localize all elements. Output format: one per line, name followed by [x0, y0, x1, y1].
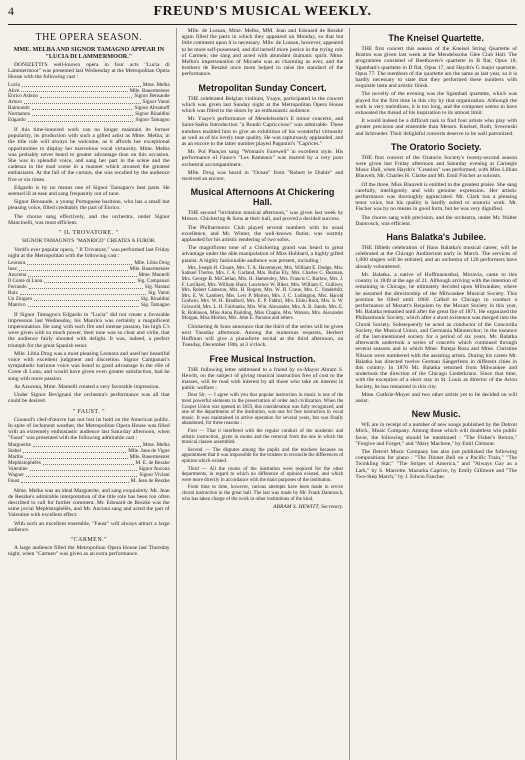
dot-leader [30, 467, 137, 471]
dot-leader [19, 267, 128, 271]
cast-performer: Signor Rinaldini [135, 111, 170, 118]
dot-leader [21, 479, 129, 483]
paragraph: THE fiftieth celebration of Hans Balatka's musical career, will be celebrated at the Chicago Auditorium early in March. The services of 1,000 singers will be enlisted, and an orchestra of 120 performers have already volunteered. [355, 245, 518, 270]
cast-role: Valentine [8, 465, 28, 472]
dot-leader [20, 291, 146, 295]
cast-role: Manrico [8, 301, 26, 308]
cast-performer: Mme. Melba [142, 81, 170, 88]
column-3 [349, 28, 517, 760]
column-1 [8, 28, 170, 760]
cast-role: Marguerite [8, 442, 31, 449]
paragraph: The magnificent tone of a Chickering grand was heard to great advantage under the able manipulation of Miss Hubbard, a highly gifted pianist. A highly fashionable audience was present, including : [181, 245, 344, 264]
paragraph: THE first concert of the Oratorio Society's twenty-second season were given last Friday afternoon and Saturday evening at Carnegie Music Hall, when Haydn's "Creation" was performed, with Miss Lillian Blauvelt, Mr. Charles H. Clarke and Mr. Emil Fischer as soloists. [355, 154, 518, 180]
paragraph: Mr. Pol Plançon sang "Woman's Farewell" in excellent style. His performance of Faure's "Les Rameaux" was marred by a very poor orchestral accompaniment. [181, 149, 344, 168]
letter-paragraph: Second — The disputes among the pupils and the teachers because no appointment that it was impossible for the trustees to reconcile the differences of opinion which existed. [181, 447, 344, 464]
cast-role: Ferrando [8, 284, 27, 291]
paragraph: As Azucena, Mme. Mantelli created a very favorable impression. [14, 383, 160, 390]
cast-row [8, 479, 170, 485]
cast-role: Raimondo [8, 105, 30, 112]
dot-leader [24, 100, 141, 104]
paragraph: If Signor Tamagno's Edgardo in "Lucia" did not create a favorable impression last Wednesday, his Manrico was certainly a magnificent impersonation. He sang with such fire and intense passion, his high C's were given with so much power, their tone was so clear and virile, that the audience fairly shouted with delight. It was, indeed, a perfect triumph for the great Spanish tenor. [8, 311, 170, 349]
dot-leader [28, 303, 139, 307]
trovatore-heading: " IL TROVATORE. " [59, 230, 119, 236]
letter-paragraph: From time to time, however, various attempts have been made to revive choral instruction in the great hall. The last was made by Mr. Frank Damrosch, who has taken charge of the work in other institutions of the kind. [181, 485, 344, 502]
paragraph: Signor Bensaude, a young Portuguese baritone, who has a small but pleasing voice, filled creditably the part of Enrico. [8, 199, 170, 212]
cast-role: Lucia [8, 81, 20, 88]
paragraph: The chorus sang effectively, and the orchestra, under Signor Mancinelli, was most efficient. [8, 213, 170, 226]
letter-paragraph: Third — All the rooms of the institution were required for the other departments, in regard to which no difference of opinion existed, and which were more directly in accordance with the main purposes of the institution. [181, 466, 344, 483]
carmen-heading: "CARMEN." [70, 537, 108, 544]
cast-performer: M. E. de Reszke [135, 460, 170, 467]
dot-leader [33, 443, 141, 447]
new-music-heading: New Music. [411, 409, 461, 420]
paragraph: Mme. Guthrie-Moyer and two other artists yet to be decided on will assist. [355, 391, 518, 404]
cast-role: Mephistophélès [8, 460, 41, 467]
cast-performer: Signor Tamagno [135, 117, 170, 124]
cast-performer: Mlle. Jane de Vigne [128, 448, 170, 455]
cast-role: Martha [8, 454, 23, 461]
letter-signature: ABRAM S. HEWITT, Secretary. [273, 504, 344, 511]
paragraph: With such an excellent ensemble, "Faust" will always attract a large audience. [8, 520, 170, 533]
cast-role: Leonora [8, 260, 26, 267]
paragraph: The Philharmonic Club played several numbers with its usual excellence, and Mr. Winter, the well-known flutist, was warmly applauded for his artistic rendering of two solos. [181, 224, 344, 244]
cast-role: Enrico Ashton [8, 93, 38, 100]
letter-paragraph: Dear Sir, — I agree with you that popular instruction in music is one of the most powerful elements in the preservation of order and civilization. When the Cooper Union was opened in 1859, this consideration was fully recognized, and one of the departments of the institution, was one for free instruction in vocal music. It was maintained in active operation for several years, but was finally abandoned, for three reasons : [181, 393, 344, 427]
cast-performer: Sig. Campanari [137, 278, 170, 285]
cast-performer: Sig. Nastasi [144, 284, 170, 291]
cast-row [8, 118, 170, 124]
paragraph: DONIZETTI'S well-known opera in four acts "Lucia di Lammermoor" was presented last Wednesday at the Metropolitan Opera House with the following cast : [8, 62, 170, 81]
dot-leader [26, 473, 137, 477]
paragraph: Mlle. de Lussan, Mme. Melba, MM. Jean and Edouard de Reszké again filled the parts in which they appeared on Monday, so that but little comment upon it is necessary. Mlle. de Lussan, however, appeared to be more self-possessed, and did herself more justice in the trying role of Carmen; she sang and acted with abundant dramatic spirit. Mme. Melba's impersonation of Micaela was as charming as ever, and the brothers de Reszké once more helped to raise the standard of the performance. [181, 28, 344, 78]
paragraph: THE following letter addressed to a friend by ex-Mayor Abram S. Hewitt, on the subject of giving musical instruction free of cost to the masses, will be read with interest by all those who take an interest in public welfare : [181, 366, 344, 392]
paragraph: A large audience filled the Metropolitan Opera House last Thursday night, when "Carmen" was given as an extra performance. [8, 545, 170, 558]
dot-leader [23, 449, 126, 453]
paragraph: If this time-honored work can no longer maintain its former popularity, its production with such a gifted artist as Mme. Melba, in the title role will always be welcome, as it affords her exceptional opportunities to display her marvelous vocal virtuosity. Mme. Melba was probably never heard to greater advantage than on this occasion. She was in splendid voice, and sang her part in the scène and the cadenza in the mad scene in a manner which aroused the greatest enthusiasm. At the fall of the curtain, she was recalled by the audience five or six times. [8, 126, 170, 183]
dot-leader [27, 261, 132, 265]
paragraph: THE celebrated Belgian violinist, Ysaye, participated in the concert which was given last Sunday night at the Metropolitan Opera House which was filled to the doors by an enthusiastic audience. [181, 95, 344, 115]
cast-performer: Signor Vanni [142, 99, 170, 106]
free-instruction-heading: Free Musical Instruction. [209, 353, 316, 364]
page-number: 4 [8, 4, 14, 18]
oratorio-society-heading: The Oratorio Society. [391, 141, 482, 152]
masthead [8, 4, 517, 25]
attendee-list: Mrs. Joseph H. Choate, Mrs. T. A. Havemeyer, Mrs. William E. Dodge, Mrs. Samuel Thorne, Mrs. J. A. Garland, Mrs. Rufus Ely, Mrs. Charles C. Beaman, Mrs. George B. McClellan, Mrs. H. Hamersley, Mrs. Francis C. Barlow, Mrs. J. F. Lorillard, Mrs. William Hunt, Lawrence W. Riker, Mrs. William C. Gulliver, Mrs. Robert Cameron, Mrs. H. Rogers, Mrs. W. H. Crane, Mrs. C. Vanderbilt, Mrs. E. W. Lambert, Mrs. Levi P. Morton, Mrs. J. C. Ludington, Mrs. Harold Godwin, Mrs. W. H. Bradford, Mrs. E. P. Fabbri, Mrs. Elihu Root, Mrs. S. W. Griswold, Mrs. L. H. Fairbanks, Mrs. Wm. Alexander, Mrs. A. B. Sands, Mrs. E. R. Robinson, Miss Anna Paulding, Miss Chapin, Mrs. Watson, Mrs. Alexander Morgan, Miss Morton, Mrs. John E. Parsons and others. [181, 265, 344, 322]
paragraph: It would indeed be a difficult task to find four artists who play with greater precision and ensemble than Messrs. Kneisel, Roth, Svecenski and Schroeder. Their delightful concerts deserve to be well patronized. [355, 118, 518, 137]
metropolitan-concert-heading: Metropolitan Sunday Concert. [198, 82, 327, 93]
cast-performer: Mlle. Libia Drog [134, 260, 170, 267]
paragraph: Mlle. Libia Drog was a most pleasing Leonora and used her beautiful voice with excellent judgment and discretion. Signor Campanari's sympathetic baritone voice was heard to good advantage in the rôle of Conte di Luna, and would have given even greater satisfaction, had he sung with more passion. [8, 350, 170, 382]
cast-row [8, 303, 170, 309]
kneisel-quartette-heading: The Kneisel Quartette. [388, 33, 484, 43]
dot-leader [25, 455, 128, 459]
dot-leader [40, 94, 133, 98]
cast-performer: Signor Viviani [139, 471, 170, 478]
paragraph: The chorus sang with precision, and the orchestra, under Mr. Walter Damrosch, was efficient. [355, 214, 518, 227]
dot-leader [21, 89, 127, 93]
cast-role: Edgardo [8, 117, 26, 124]
cast-role: Il Conte di Luna [8, 278, 43, 285]
cast-list-lucia [8, 83, 170, 124]
dot-leader [34, 297, 139, 301]
chickering-hall-heading: Musical Afternoons At Chickering Hall. [190, 187, 335, 208]
cast-performer: Signor Ancona [138, 465, 170, 472]
paragraph: Edgardo is by no means one of Signor Tamagno's best parts. He seemed ill at ease and sang frequently out of tune. [8, 184, 170, 197]
cast-performer: Signor Bensaude [134, 93, 170, 100]
cast-role: Faust [8, 477, 20, 484]
paragraph: Mr. Ysaye's performance of Mendelssohn's E minor concerto, and Saint-Saëns Introduction "a Rondo Capriccioso" was admirable. These numbers enabled him to give an exhibition of his wonderful virtuosity as well as of his lovely tone quality. He was rapturously applauded, and as an encore to the latter number played Paganini's "Caprices." [181, 116, 344, 148]
publication-title: FREUND'S MUSICAL WEEKLY. [153, 4, 372, 19]
dot-leader [22, 83, 141, 87]
cast-role: Ruiz [8, 289, 18, 296]
cast-performer: Sig. Vanni [148, 289, 170, 296]
dot-leader [28, 273, 136, 277]
dot-leader [28, 118, 134, 122]
paragraph: THE first concert this season of the Kneisel String Quartette of Boston was given last week at the Mendelssohn Glee Club Hall. The programme consisted of Beethoven's quartette in B flat, Opus 18, Sgambati's quartette in D flat, Opus 17, and Haydn's G major quartette, Opus 77. The members of the quartette are the same as last year, so it is hardly necessary to state that they performed these numbers with exquisite taste and artistic finish. [355, 46, 518, 90]
cast-role: Un Zingaro [8, 295, 33, 302]
paragraph: THE second "invitation musical afternoon," was given last week by Messrs. Chickering & Sons at their hall, and proved a decided success. [181, 210, 344, 223]
cast-performer: Sig. Rinaldini [140, 295, 170, 302]
paragraph: Under Signor Bevignani the orchestra's performance was all that could be desired. [8, 392, 170, 405]
cast-role: Azucena [8, 272, 27, 279]
dot-leader [44, 279, 135, 283]
paragraph: Verdi's ever popular opera, " Il Trovatore," was performed last Friday night at the Metropolitan with the following cast : [8, 247, 170, 260]
paragraph: Mr. Balatka, a native of Hoffmannsthal, Moravia, came to this country in 1849 at the age of 21. Although arriving with the intention of remaining in Chicago, he ultimately decided upon Milwaukee, where he assumed the directorship of the Milwaukee Musical Society. This position he filled until 1860. Called to Chicago to conduct a performance of Mozart's Requiem by the Mozart Society in this year, Mr. Balatka remained until after the great fire of 1871. He organized the Philharmonic Society, which after a short existence was merged into the Choral Society. Subsequently he acted as conductor of the Concordia Society, the Musical Union, and Germania Männerchor; in the instance of the last-mentioned society for a period of six years. Mr. Balatka afterwards undertook a series of concerts which continued through several seasons and in which Mme. Parepa Rosa and Mme. Christine Nilsson were numbered with the assisting artists. During his career Mr. Balatka has directed twelve German Sängerfests in different cities in this country. In 1876 Mr. Balatka returned from Milwaukee and undertook the direction of the Chicago Liederkranz. Since that time, with the exception of a short stay in St. Louis as director of the Arion Society, he has remained in this city. [355, 271, 518, 390]
cast-performer: Signor Abramoff [134, 105, 170, 112]
cast-role: Alice [8, 87, 20, 94]
dot-leader [29, 285, 143, 289]
cast-performer: Sig. Tamagno [141, 301, 170, 308]
paragraph: WE are in receipt of a number of new songs published by the Detroit Mich., Music Company. Among those which will doubtless win public favor, the following should be mentioned : "The Fisher's Return," "Forgive and Forget," and "Mary Machree," by Emil Clémont. [355, 422, 518, 447]
column-2 [176, 28, 344, 760]
paragraph: Mme. Melba was an ideal Marguerite, and sang exquisitely. Mr. Jean de Reszke's admirable interpretation of the title role has been too often described to call for further comment. Mr. Edouard de Reszke was the same jovial Mephistophélès, and Mr. Ancona sang and acted the part of Valentine with excellent effect. [8, 487, 170, 519]
cast-performer: Mme. Mantelli [138, 272, 170, 279]
paragraph: The Detroit Music Company has also just published the following compositions for piano : "The Dinner Bell on a Pacific Train," "The Twinkling Star," "The Stripes of America," and "Always Gay as a Lark," by S. Marcette. Mazurka Caprice, by Emily Gillmore and "The Two-Step March," by J. Edwin Fancher. [355, 448, 518, 480]
paragraph: Chickering & Sons announce that the third of the series will be given next Tuesday afternoon. Among the numerous requests, Herbert Hoffman will give a pianoforte recital at the third afternoon, on Tuesday, December 18th, at 3 o'clock. [181, 323, 344, 349]
balatka-jubilee-heading: Hans Balatka's Jubilee. [386, 232, 487, 243]
dot-leader [32, 106, 133, 110]
dot-leader [32, 112, 133, 116]
cast-role: Siebel [8, 448, 21, 455]
paragraph: Mlle. Drog was heard in "Ocean" from "Robert le Diable" and received an encore. [181, 169, 344, 183]
paragraph: The novelty of the evening was the Sgambati quartette, which was played for the first time in this city by that organization. Although the work is very melodious, it is too long, and the composer seems to have exhausted the thread of his inspiration to its utmost limit. [355, 91, 518, 117]
opera-season-heading: THE OPERA SEASON. [35, 32, 143, 43]
cast-role: Inez [8, 266, 17, 273]
melba-tamagno-subheading: MME. MELBA AND SIGNOR TAMAGNO APPEAR IN "LUCIA DI LAMMERMOOR." [13, 46, 165, 60]
cast-performer: Mlle. Bauermeister [129, 87, 170, 94]
paragraph: Of the three, Miss Blauvelt is entitled to the greatest praise. She sang carefully, intelligently and with genuine expression. Her artistic performance was thoroughly appreciated. Mr. Clark has a pleasing tenor voice, but his quality is hardly suited to oratorio work. Mr. Fischer was by no means in good form, but he was very dignified. [355, 181, 518, 213]
cast-list-faust [8, 443, 170, 484]
cast-role: Normanno [8, 111, 31, 118]
dot-leader [43, 461, 134, 465]
cast-performer: M. Jean de Reszke [130, 477, 170, 484]
cast-list-trovatore [8, 261, 170, 308]
paragraph: Gounod's chef-d'œuvre has not lost its hold on the American public. In spite of inclement weather, the Metropolitan Opera House was filled with an extremely enthusiastic audience last Saturday afternoon, when "Faust" was presented with the following admirable cast : [8, 416, 170, 442]
cast-role: Arturo [8, 99, 22, 106]
cast-performer: Mme. Melba [142, 442, 170, 449]
cast-performer: Mlle. Bauermeister [129, 454, 170, 461]
cast-performer: Mlle. Bauermeister [129, 266, 170, 273]
trovatore-subheading: SIGNOR TAMAGNO'S "MANRICO" CREATES A FUROR. [22, 238, 156, 244]
cast-role: Wagner [8, 471, 24, 478]
faust-heading: " FAUST. " [72, 408, 106, 415]
letter-paragraph: First — That it interfered with the regular conduct of the academic and artistic instruction, given in rooms and the removal from the one in which the musical classes assembled. [181, 429, 344, 446]
